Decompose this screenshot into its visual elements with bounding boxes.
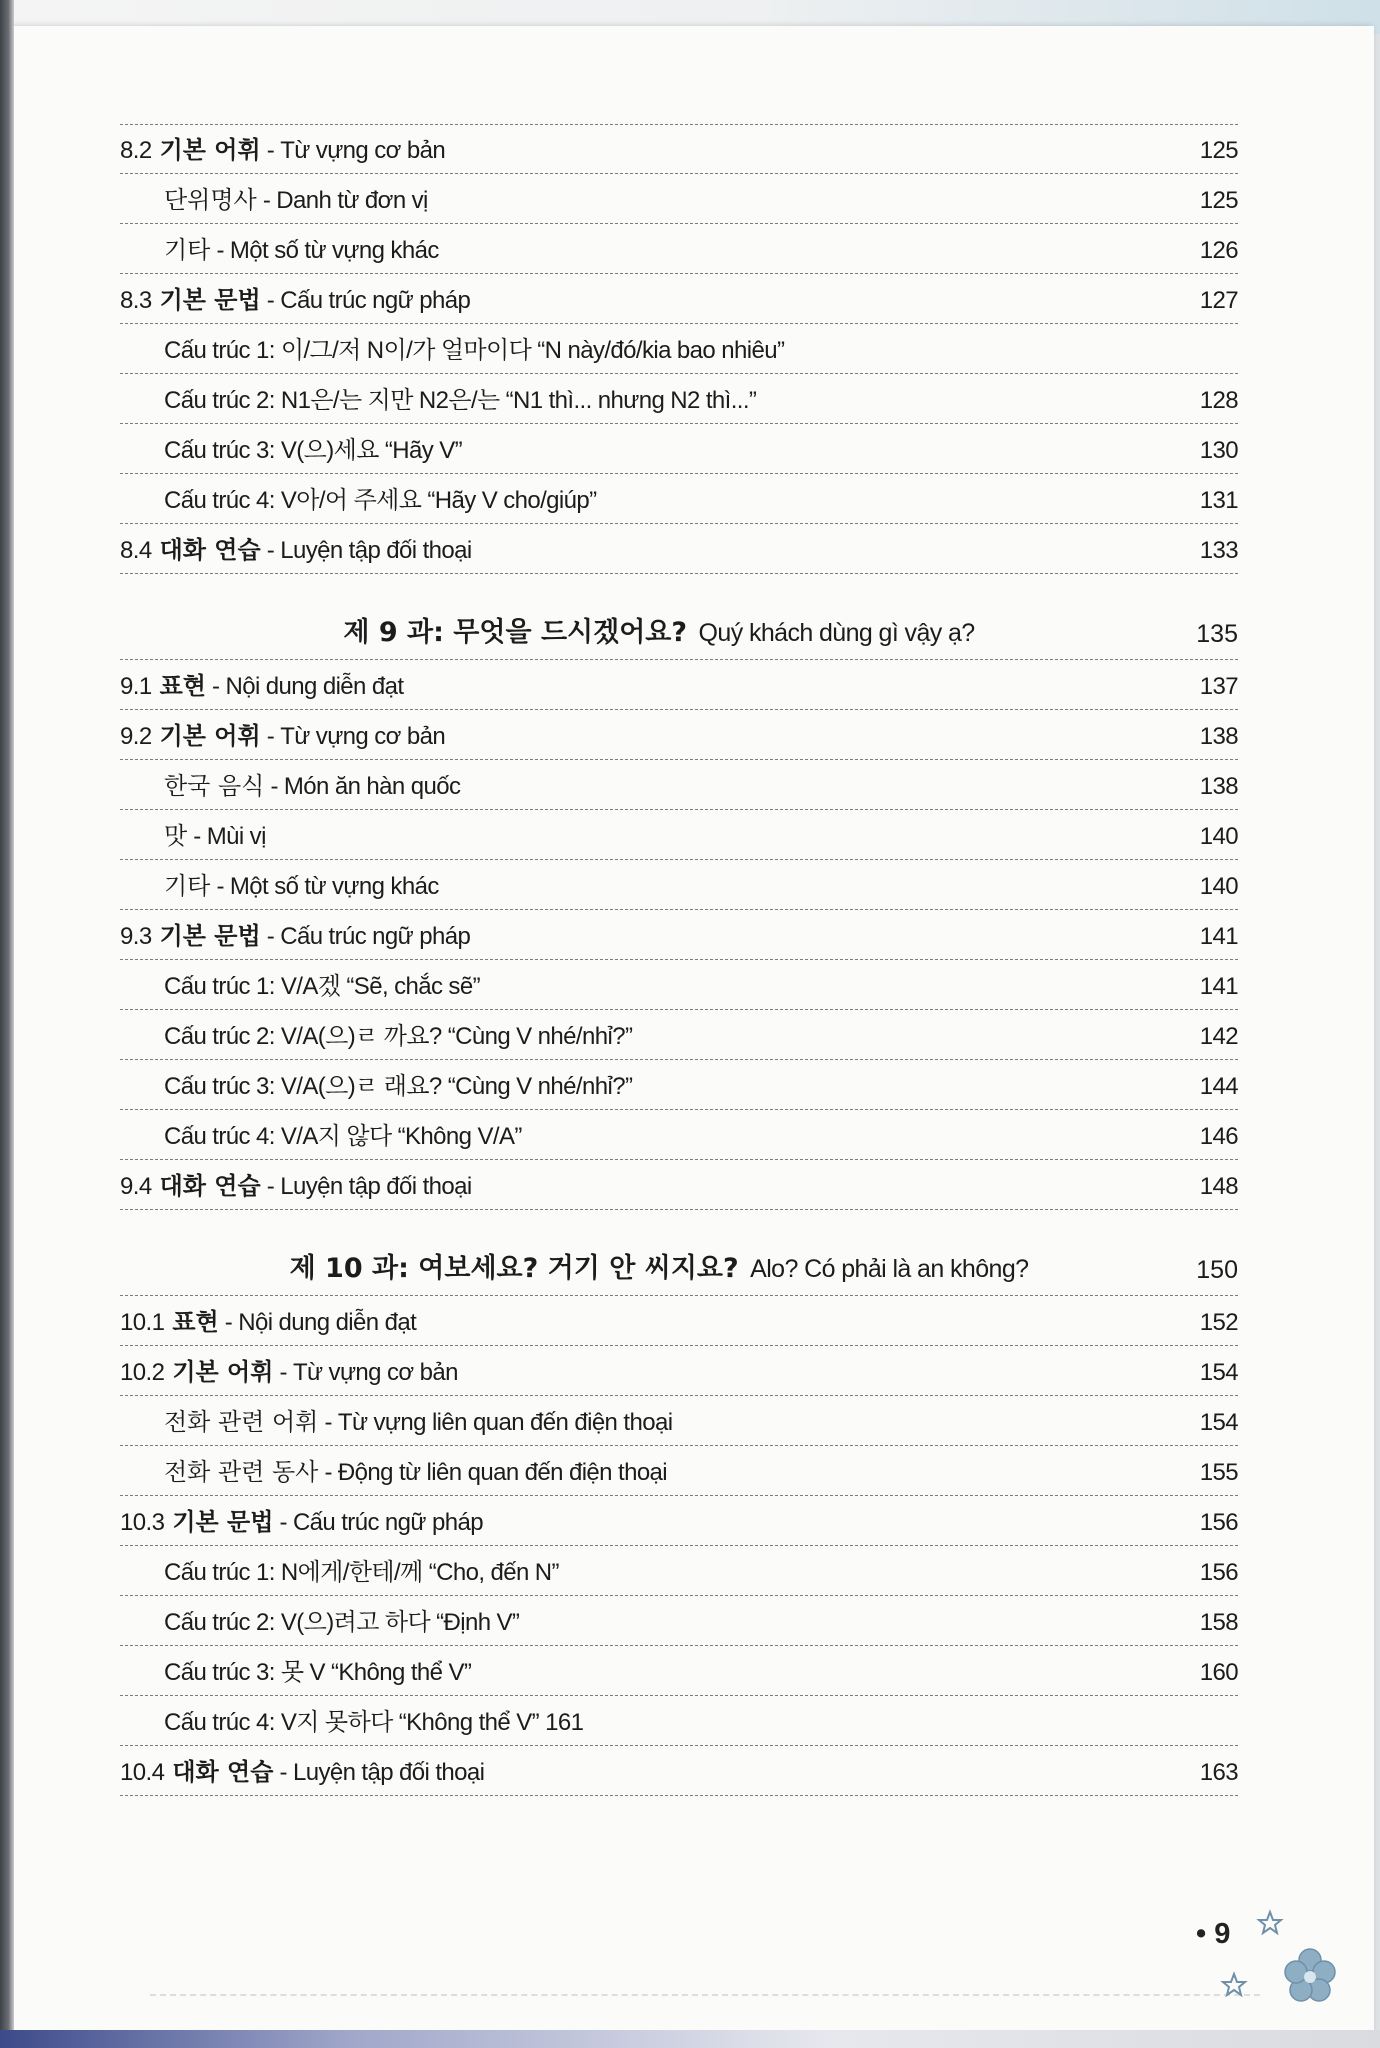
vietnamese-text: - Cấu trúc ngữ pháp — [266, 287, 471, 314]
korean-heading: 단위명사 — [164, 186, 257, 214]
lesson-9-title-korean: 제 9 과: 무엇을 드시겠어요? — [343, 617, 688, 648]
toc-section-row — [120, 710, 1238, 760]
entry-page-number: 126 — [1199, 237, 1238, 264]
toc-section-row — [120, 1746, 1238, 1796]
entry-page-number: 154 — [1199, 1359, 1238, 1386]
korean-heading: 기타 — [164, 872, 211, 900]
korean-heading: 대화 연습 — [159, 536, 261, 564]
entry-page-number: 128 — [1199, 387, 1238, 414]
entry-page-number: 142 — [1199, 1023, 1238, 1050]
vietnamese-text: - Danh từ đơn vị — [262, 187, 428, 214]
lesson-10-title-vietnamese: Alo? Có phải là an không? — [750, 1255, 1029, 1283]
toc-entry-label — [120, 1602, 1158, 1637]
toc-entry-label — [120, 480, 1158, 515]
section-number: 10.2 — [120, 1359, 165, 1386]
scan-bottom-edge — [0, 2030, 1380, 2048]
entry-page-number: 133 — [1199, 537, 1238, 564]
entry-page-number: 140 — [1199, 873, 1238, 900]
vietnamese-text: - Nội dung diễn đạt — [212, 673, 404, 700]
toc-section-row — [120, 1296, 1238, 1346]
vietnamese-text: - Luyện tập đối thoại — [279, 1759, 485, 1786]
entry-page-number: 127 — [1199, 287, 1238, 314]
toc-subentry-row — [120, 1646, 1238, 1696]
vietnamese-text: - Mùi vị — [193, 823, 266, 850]
korean-heading: 맛 — [164, 822, 188, 850]
vietnamese-text: Cấu trúc 3: 못 V “Không thể V” — [164, 1659, 472, 1686]
toc-entry-label — [120, 380, 1158, 415]
toc-subentry-row — [120, 1010, 1238, 1060]
toc-entry-label — [120, 766, 1158, 801]
section-number: 8.3 — [120, 287, 152, 314]
toc-entry-label — [120, 1402, 1158, 1437]
toc-subentry-row — [120, 1110, 1238, 1160]
toc-entry-label — [120, 1502, 1158, 1537]
toc-entry-label — [120, 230, 1158, 265]
toc-subentry-row — [120, 1696, 1238, 1746]
lesson-10-title — [120, 1246, 1158, 1285]
toc-entry-label — [120, 180, 1158, 215]
entry-page-number: 125 — [1199, 187, 1238, 214]
flower-ornament-icon — [1218, 1904, 1348, 2016]
entry-page-number: 163 — [1199, 1759, 1238, 1786]
entry-page-number: 158 — [1199, 1609, 1238, 1636]
toc-section-row — [120, 910, 1238, 960]
toc-subentry-row — [120, 224, 1238, 274]
section-number: 9.1 — [120, 673, 152, 700]
toc-section-row — [120, 1346, 1238, 1396]
vietnamese-text: Cấu trúc 1: N에게/한테/께 “Cho, đến N” — [164, 1559, 559, 1586]
toc-entry-label — [120, 1452, 1158, 1487]
vietnamese-text: - Nội dung diễn đạt — [224, 1309, 417, 1336]
korean-heading: 기본 어휘 — [159, 722, 261, 750]
toc-entry-label — [120, 130, 1158, 165]
toc-subentry-row — [120, 324, 1238, 374]
toc-entry-label — [120, 430, 1158, 465]
entry-page-number: 144 — [1199, 1073, 1238, 1100]
section-number: 9.3 — [120, 923, 152, 950]
entry-page-number: 131 — [1199, 487, 1238, 514]
korean-heading: 기본 문법 — [172, 1508, 274, 1536]
entry-page-number: 140 — [1199, 823, 1238, 850]
korean-heading: 표현 — [159, 672, 206, 700]
toc-subentry-row — [120, 424, 1238, 474]
toc-entry-label — [120, 1352, 1158, 1387]
lesson-10-page-number: 150 — [1196, 1256, 1238, 1284]
vietnamese-text: Cấu trúc 2: N1은/는 지만 N2은/는 “N1 thì... nhưng N2 thì...” — [164, 387, 757, 414]
toc-subentry-row — [120, 174, 1238, 224]
toc-entry-label — [120, 1302, 1158, 1337]
toc-entry-label — [120, 1066, 1158, 1101]
korean-heading: 표현 — [172, 1308, 219, 1336]
entry-page-number: 160 — [1199, 1659, 1238, 1686]
toc-entry-label — [120, 716, 1158, 751]
section-number: 10.3 — [120, 1509, 165, 1536]
toc-section-row — [120, 124, 1238, 174]
book-spine-shadow — [0, 0, 14, 2048]
entry-page-number: 130 — [1199, 437, 1238, 464]
toc-entry-label — [120, 1652, 1158, 1687]
toc-section-row — [120, 1160, 1238, 1210]
section-number: 9.2 — [120, 723, 152, 750]
lesson-10-heading — [120, 1236, 1238, 1296]
toc-subentry-row — [120, 960, 1238, 1010]
toc-entry-label — [120, 666, 1158, 701]
section-number: 8.2 — [120, 137, 152, 164]
toc-entry-label — [120, 530, 1158, 565]
lesson-9-title-vietnamese: Quý khách dùng gì vậy ạ? — [698, 619, 975, 647]
toc-entry-label — [120, 330, 1158, 365]
vietnamese-text: Cấu trúc 1: V/A겠 “Sẽ, chắc sẽ” — [164, 973, 480, 1000]
section-number: 10.1 — [120, 1309, 165, 1336]
entry-page-number: 125 — [1199, 137, 1238, 164]
vietnamese-text: - Luyện tập đối thoại — [266, 1173, 472, 1200]
vietnamese-text: - Luyện tập đối thoại — [266, 537, 472, 564]
entry-page-number: 152 — [1199, 1309, 1238, 1336]
korean-heading: 기본 문법 — [159, 286, 261, 314]
lesson-10-title-korean: 제 10 과: 여보세요? 거기 안 씨지요? — [289, 1253, 739, 1284]
section-number: 8.4 — [120, 537, 152, 564]
vietnamese-text: - Động từ liên quan đến điện thoại — [324, 1459, 668, 1486]
vietnamese-text: Cấu trúc 4: V아/어 주세요 “Hãy V cho/giúp” — [164, 487, 597, 514]
korean-heading: 기본 어휘 — [159, 136, 261, 164]
toc-entry-label — [120, 816, 1158, 851]
entry-page-number: 141 — [1199, 973, 1238, 1000]
korean-heading: 기타 — [164, 236, 211, 264]
vietnamese-text: Cấu trúc 4: V지 못하다 “Không thể V” 161 — [164, 1709, 584, 1736]
toc-subentry-row — [120, 374, 1238, 424]
vietnamese-text: Cấu trúc 2: V/A(으)ㄹ 까요? “Cùng V nhé/nhỉ?” — [164, 1023, 633, 1050]
toc-subentry-row — [120, 860, 1238, 910]
vietnamese-text: - Cấu trúc ngữ pháp — [266, 923, 471, 950]
vietnamese-text: - Một số từ vựng khác — [216, 237, 439, 264]
entry-page-number: 148 — [1199, 1173, 1238, 1200]
toc-subentry-row — [120, 810, 1238, 860]
vietnamese-text: - Cấu trúc ngữ pháp — [279, 1509, 483, 1536]
vietnamese-text: - Một số từ vựng khác — [216, 873, 439, 900]
toc-subentry-row — [120, 760, 1238, 810]
lesson-9-title — [120, 610, 1158, 649]
vietnamese-text: Cấu trúc 1: 이/그/저 N이/가 얼마이다 “N này/đó/kia bao nhiêu” — [164, 337, 785, 364]
vietnamese-text: Cấu trúc 2: V(으)려고 하다 “Định V” — [164, 1609, 520, 1636]
toc-subentry-row — [120, 1546, 1238, 1596]
toc-subentry-row — [120, 474, 1238, 524]
section-number: 9.4 — [120, 1173, 152, 1200]
toc-entry-label — [120, 1116, 1158, 1151]
entry-page-number: 155 — [1199, 1459, 1238, 1486]
toc-entry-label — [120, 1016, 1158, 1051]
vietnamese-text: - Từ vựng liên quan đến điện thoại — [324, 1409, 673, 1436]
korean-heading: 전화 관련 동사 — [164, 1458, 319, 1486]
lesson-9-heading — [120, 600, 1238, 660]
toc-section-row — [120, 524, 1238, 574]
toc-entry-label — [120, 866, 1158, 901]
page-number: • 9 — [1196, 1918, 1231, 1950]
section-10-entries — [120, 1296, 1238, 1796]
lesson-9-page-number: 135 — [1196, 620, 1238, 648]
entry-page-number: 138 — [1199, 723, 1238, 750]
korean-heading: 대화 연습 — [159, 1172, 261, 1200]
toc-section-row — [120, 1496, 1238, 1546]
korean-heading: 한국 음식 — [164, 772, 265, 800]
toc-entry-label — [120, 1752, 1158, 1787]
entry-page-number: 137 — [1199, 673, 1238, 700]
korean-heading: 대화 연습 — [172, 1758, 274, 1786]
toc-subentry-row — [120, 1396, 1238, 1446]
toc-entry-label — [120, 280, 1158, 315]
toc-section-row — [120, 274, 1238, 324]
korean-heading: 전화 관련 어휘 — [164, 1408, 319, 1436]
vietnamese-text: Cấu trúc 3: V/A(으)ㄹ 래요? “Cùng V nhé/nhỉ?” — [164, 1073, 633, 1100]
vietnamese-text: - Từ vựng cơ bản — [279, 1359, 458, 1386]
toc-subentry-row — [120, 1060, 1238, 1110]
section-8-entries — [120, 124, 1238, 574]
entry-page-number: 138 — [1199, 773, 1238, 800]
entry-page-number: 156 — [1199, 1559, 1238, 1586]
vietnamese-text: - Món ăn hàn quốc — [270, 773, 461, 800]
toc-entry-label — [120, 916, 1158, 951]
toc-entry-label — [120, 1166, 1158, 1201]
toc-section-row — [120, 660, 1238, 710]
entry-page-number: 156 — [1199, 1509, 1238, 1536]
section-9-entries — [120, 660, 1238, 1210]
section-number: 10.4 — [120, 1759, 165, 1786]
vietnamese-text: Cấu trúc 3: V(으)세요 “Hãy V” — [164, 437, 463, 464]
toc-subentry-row — [120, 1596, 1238, 1646]
toc-entry-label — [120, 1552, 1158, 1587]
korean-heading: 기본 문법 — [159, 922, 261, 950]
vietnamese-text: - Từ vựng cơ bản — [266, 723, 446, 750]
toc-entry-label — [120, 1702, 1158, 1737]
vietnamese-text: - Từ vựng cơ bản — [266, 137, 446, 164]
vietnamese-text: Cấu trúc 4: V/A지 않다 “Không V/A” — [164, 1123, 522, 1150]
toc-subentry-row — [120, 1446, 1238, 1496]
table-of-contents — [120, 124, 1238, 1796]
toc-entry-label — [120, 966, 1158, 1001]
decorative-dashed-line — [150, 1994, 1260, 1996]
entry-page-number: 146 — [1199, 1123, 1238, 1150]
korean-heading: 기본 어휘 — [172, 1358, 274, 1386]
entry-page-number: 154 — [1199, 1409, 1238, 1436]
entry-page-number: 141 — [1199, 923, 1238, 950]
